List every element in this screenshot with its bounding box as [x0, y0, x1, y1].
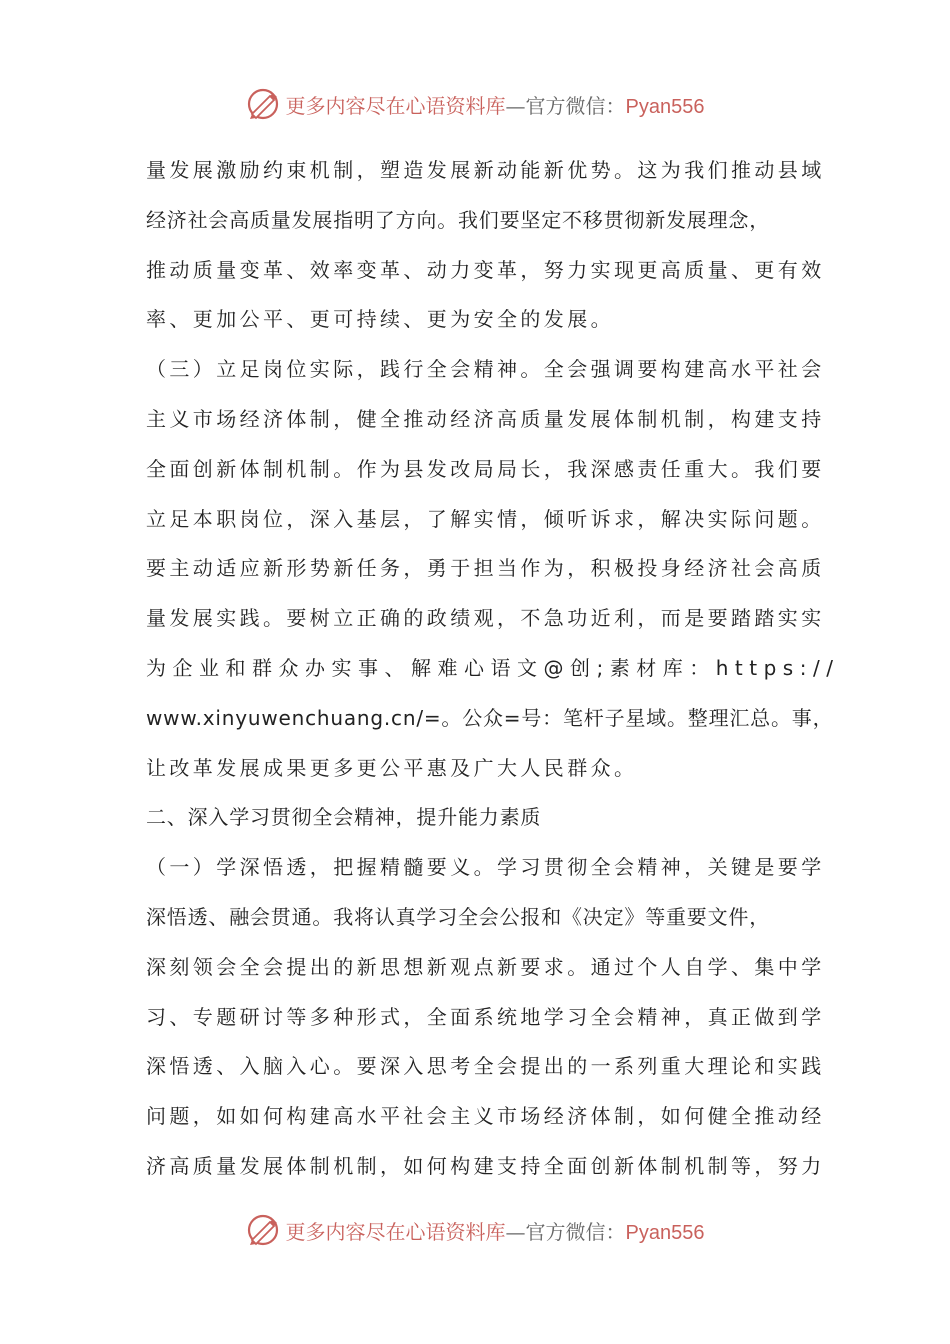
text-line: 为企业和群众办实事、解难心语文@创;素材库：https://: [146, 655, 840, 680]
banner-text: [286, 1216, 705, 1245]
text-line: 经济社会高质量发展指明了方向。我们要坚定不移贯彻新发展理念，: [146, 207, 770, 232]
text-line: 深悟透、融会贯通。我将认真学习全会公报和《决定》等重要文件，: [146, 904, 770, 929]
pen-logo-icon: [246, 87, 280, 121]
text-line: www.xinyuwenchuang.cn/=。公众=号：笔杆子星域。整理汇总。事，: [146, 705, 834, 730]
text-line: 济高质量发展体制机制，如何构建支持全面创新体制机制等，努力: [146, 1153, 825, 1178]
pen-logo-icon: [246, 1213, 280, 1247]
text-line: 立足本职岗位，深入基层，了解实情，倾听诉求，解决实际问题。: [146, 506, 825, 531]
text-line: 要主动适应新形势新任务，勇于担当作为，积极投身经济社会高质: [146, 556, 825, 581]
banner-wechat-id: Pyan556: [625, 95, 705, 118]
banner-wechat-id: Pyan556: [625, 1221, 705, 1244]
text-line: 问题，如如何构建高水平社会主义市场经济体制，如何健全推动经: [146, 1104, 825, 1129]
text-line: 深悟透、入脑入心。要深入思考全会提出的一系列重大理论和实践: [146, 1054, 825, 1079]
text-line: 量发展激励约束机制，塑造发展新动能新优势。这为我们推动县域: [146, 158, 825, 182]
text-line: 量发展实践。要树立正确的政绩观，不急功近利，而是要踏踏实实: [146, 606, 825, 631]
footer-banner: [0, 1210, 950, 1250]
text-line: （三）立足岗位实际，践行全会精神。全会强调要构建高水平社会: [146, 357, 825, 382]
text-line: 习、专题研讨等多种形式，全面系统地学习全会精神，真正做到学: [146, 1004, 825, 1029]
banner-dash: —: [505, 93, 526, 118]
header-banner: [0, 84, 950, 124]
banner-main: 更多内容尽在心语资料库: [285, 1219, 506, 1244]
banner-text: [286, 90, 705, 119]
text-line: 深刻领会全会提出的新思想新观点新要求。通过个人自学、集中学: [146, 954, 825, 979]
text-line: 让改革发展成果更多更公平惠及广大人民群众。: [146, 755, 638, 780]
text-line: 全面创新体制机制。作为县发改局局长，我深感责任重大。我们要: [146, 456, 825, 481]
banner-official: 官方微信：: [525, 93, 626, 118]
text-line: 推动质量变革、效率变革、动力变革，努力实现更高质量、更有效: [146, 257, 825, 282]
text-line: 主义市场经济体制，健全推动经济高质量发展体制机制，构建支持: [146, 406, 825, 431]
banner-main: 更多内容尽在心语资料库: [285, 93, 506, 118]
banner-dash: —: [505, 1219, 526, 1244]
banner-official: 官方微信：: [525, 1219, 626, 1244]
text-line: （一）学深悟透，把握精髓要义。学习贯彻全会精神，关键是要学: [146, 855, 825, 880]
section-heading: 二、深入学习贯彻全会精神，提升能力素质: [146, 805, 542, 830]
text-line: 率、更加公平、更可持续、更为安全的发展。: [146, 307, 614, 332]
document-body: [146, 146, 840, 1192]
